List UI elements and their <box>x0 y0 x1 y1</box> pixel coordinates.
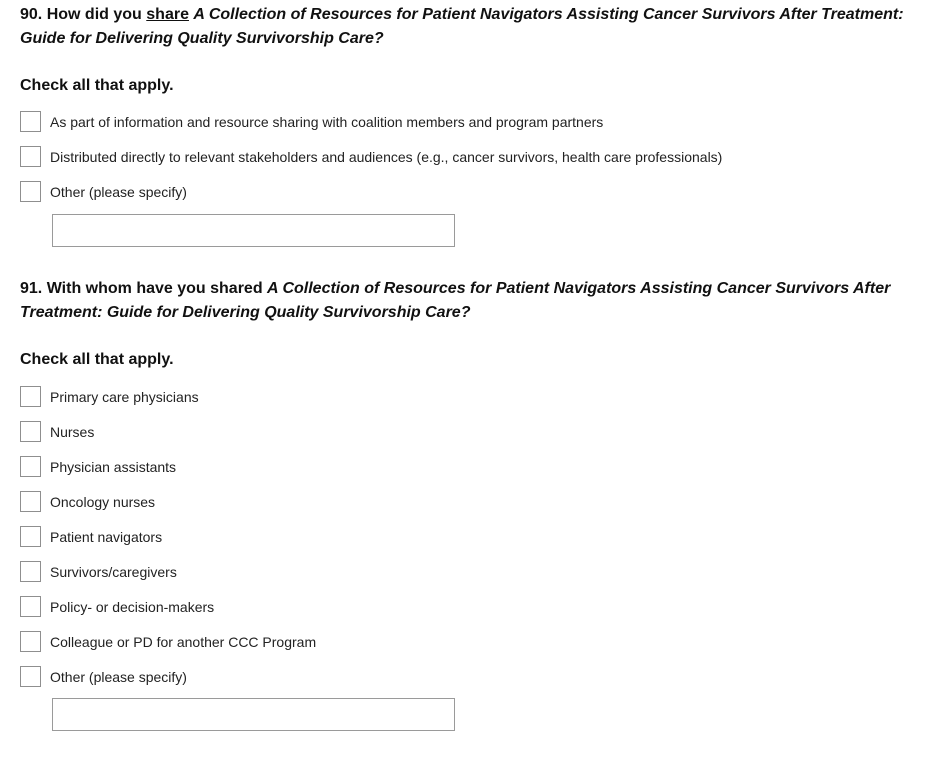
checkbox[interactable] <box>20 456 41 477</box>
question-90-resource-title: A Collection of Resources for Patient Navigators Assisting Cancer Survivors After Treatment: Guide for Delivering Quality Survivorship Care? <box>20 6 904 47</box>
checkbox[interactable] <box>20 631 41 652</box>
question-90-title <box>20 3 920 51</box>
checkbox[interactable] <box>20 421 41 442</box>
q91-option-nurses[interactable] <box>20 421 94 442</box>
checkbox[interactable] <box>20 181 41 202</box>
option-label: Oncology nurses <box>50 493 156 510</box>
question-91-resource-title: A Collection of Resources for Patient Navigators Assisting Cancer Survivors After Treatment: Guide for Delivering Quality Survivorship Care? <box>20 280 891 321</box>
checkbox[interactable] <box>20 111 41 132</box>
option-label: Colleague or PD for another CCC Program <box>50 633 317 650</box>
option-label: As part of information and resource sharing with coalition members and program partners <box>50 113 604 130</box>
question-91-instruction: Check all that apply. <box>20 351 174 368</box>
q90-option-coalition-sharing[interactable] <box>20 111 603 132</box>
checkbox[interactable] <box>20 146 41 167</box>
question-90-instruction: Check all that apply. <box>20 77 174 94</box>
checkbox[interactable] <box>20 491 41 512</box>
question-91-title <box>20 277 920 325</box>
question-90-number: 90. <box>20 6 43 23</box>
option-label: Other (please specify) <box>50 668 187 685</box>
option-label: Patient navigators <box>50 528 163 545</box>
q91-option-survivors-caregivers[interactable] <box>20 561 177 582</box>
option-label: Other (please specify) <box>50 183 187 200</box>
checkbox[interactable] <box>20 561 41 582</box>
checkbox[interactable] <box>20 526 41 547</box>
q90-option-other[interactable] <box>20 181 187 202</box>
q90-option-distributed-directly[interactable] <box>20 146 722 167</box>
option-label: Survivors/caregivers <box>50 563 177 580</box>
question-91-number: 91. <box>20 280 43 297</box>
q91-option-other[interactable] <box>20 666 187 687</box>
option-label: Nurses <box>50 423 95 440</box>
option-label: Primary care physicians <box>50 388 199 405</box>
q90-other-specify-input[interactable] <box>52 214 455 247</box>
checkbox[interactable] <box>20 666 41 687</box>
q91-other-specify-input[interactable] <box>52 698 455 731</box>
option-label: Physician assistants <box>50 458 177 475</box>
question-91-text: With whom have you shared <box>46 280 263 297</box>
checkbox[interactable] <box>20 596 41 617</box>
question-90-text: How did you <box>46 6 142 23</box>
q91-option-primary-care-physicians[interactable] <box>20 386 199 407</box>
q91-option-physician-assistants[interactable] <box>20 456 176 477</box>
question-90-underlined-word: share <box>146 6 189 23</box>
q91-option-patient-navigators[interactable] <box>20 526 162 547</box>
q91-option-policy-decision-makers[interactable] <box>20 596 214 617</box>
q91-option-oncology-nurses[interactable] <box>20 491 155 512</box>
q91-option-colleague-or-pd[interactable] <box>20 631 316 652</box>
checkbox[interactable] <box>20 386 41 407</box>
option-label: Policy- or decision-makers <box>50 598 215 615</box>
option-label: Distributed directly to relevant stakeholders and audiences (e.g., cancer survivors, health care professionals) <box>50 148 723 165</box>
